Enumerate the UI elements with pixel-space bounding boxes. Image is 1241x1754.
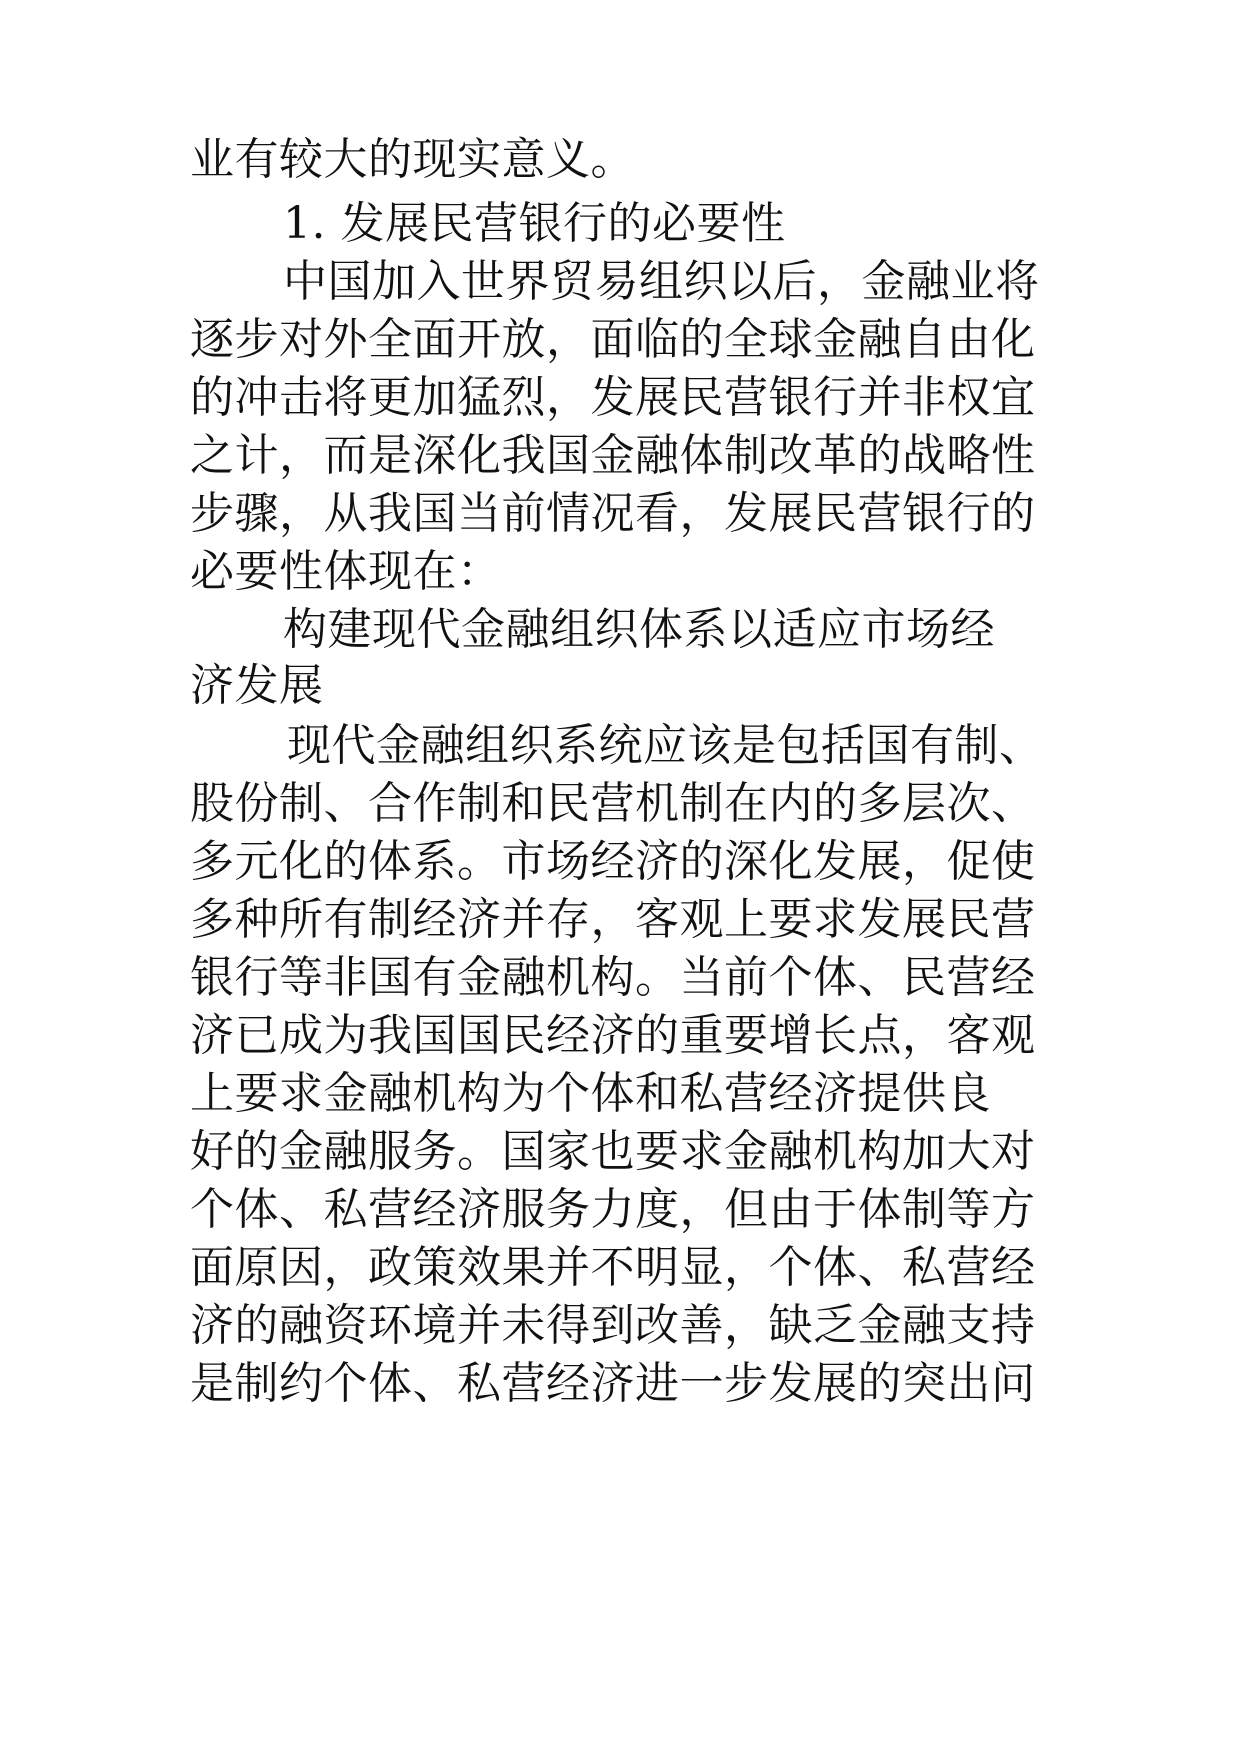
text-line: 的冲击将更加猛烈，发展民营银行并非权宜 bbox=[190, 372, 1036, 423]
text-line: 现代金融组织系统应该是包括国有制、 bbox=[287, 720, 1044, 771]
text-line: 中国加入世界贸易组织以后，金融业将 bbox=[283, 256, 1040, 307]
text-line: 个体、私营经济服务力度，但由于体制等方 bbox=[190, 1184, 1036, 1235]
text-line: 济的融资环境并未得到改善，缺乏金融支持 bbox=[190, 1300, 1036, 1351]
subheading-line: 济发展 bbox=[190, 660, 324, 711]
text-line: 股份制、合作制和民营机制在内的多层次、 bbox=[190, 778, 1036, 829]
text-line: 业有较大的现实意义。 bbox=[190, 134, 635, 185]
text-line: 步骤，从我国当前情况看，发展民营银行的 bbox=[190, 488, 1036, 539]
text-line: 银行等非国有金融机构。当前个体、民营经 bbox=[190, 952, 1036, 1003]
text-line: 好的金融服务。国家也要求金融机构加大对 bbox=[190, 1126, 1036, 1177]
text-line: 逐步对外全面开放，面临的全球金融自由化 bbox=[190, 314, 1036, 365]
subheading-line: 构建现代金融组织体系以适应市场经 bbox=[283, 604, 995, 655]
text-line: 是制约个体、私营经济进一步发展的突出问 bbox=[190, 1358, 1036, 1409]
text-line: 必要性体现在： bbox=[190, 546, 502, 597]
text-line: 济已成为我国国民经济的重要增长点，客观 bbox=[190, 1010, 1036, 1061]
text-line: 面原因，政策效果并不明显，个体、私营经 bbox=[190, 1242, 1036, 1293]
text-line: 多元化的体系。市场经济的深化发展，促使 bbox=[190, 836, 1036, 887]
text-line: 多种所有制经济并存，客观上要求发展民营 bbox=[190, 894, 1036, 945]
section-heading: 1. 发展民营银行的必要性 bbox=[283, 198, 786, 249]
text-line: 之计，而是深化我国金融体制改革的战略性 bbox=[190, 430, 1036, 481]
text-line: 上要求金融机构为个体和私营经济提供良 bbox=[190, 1068, 991, 1119]
